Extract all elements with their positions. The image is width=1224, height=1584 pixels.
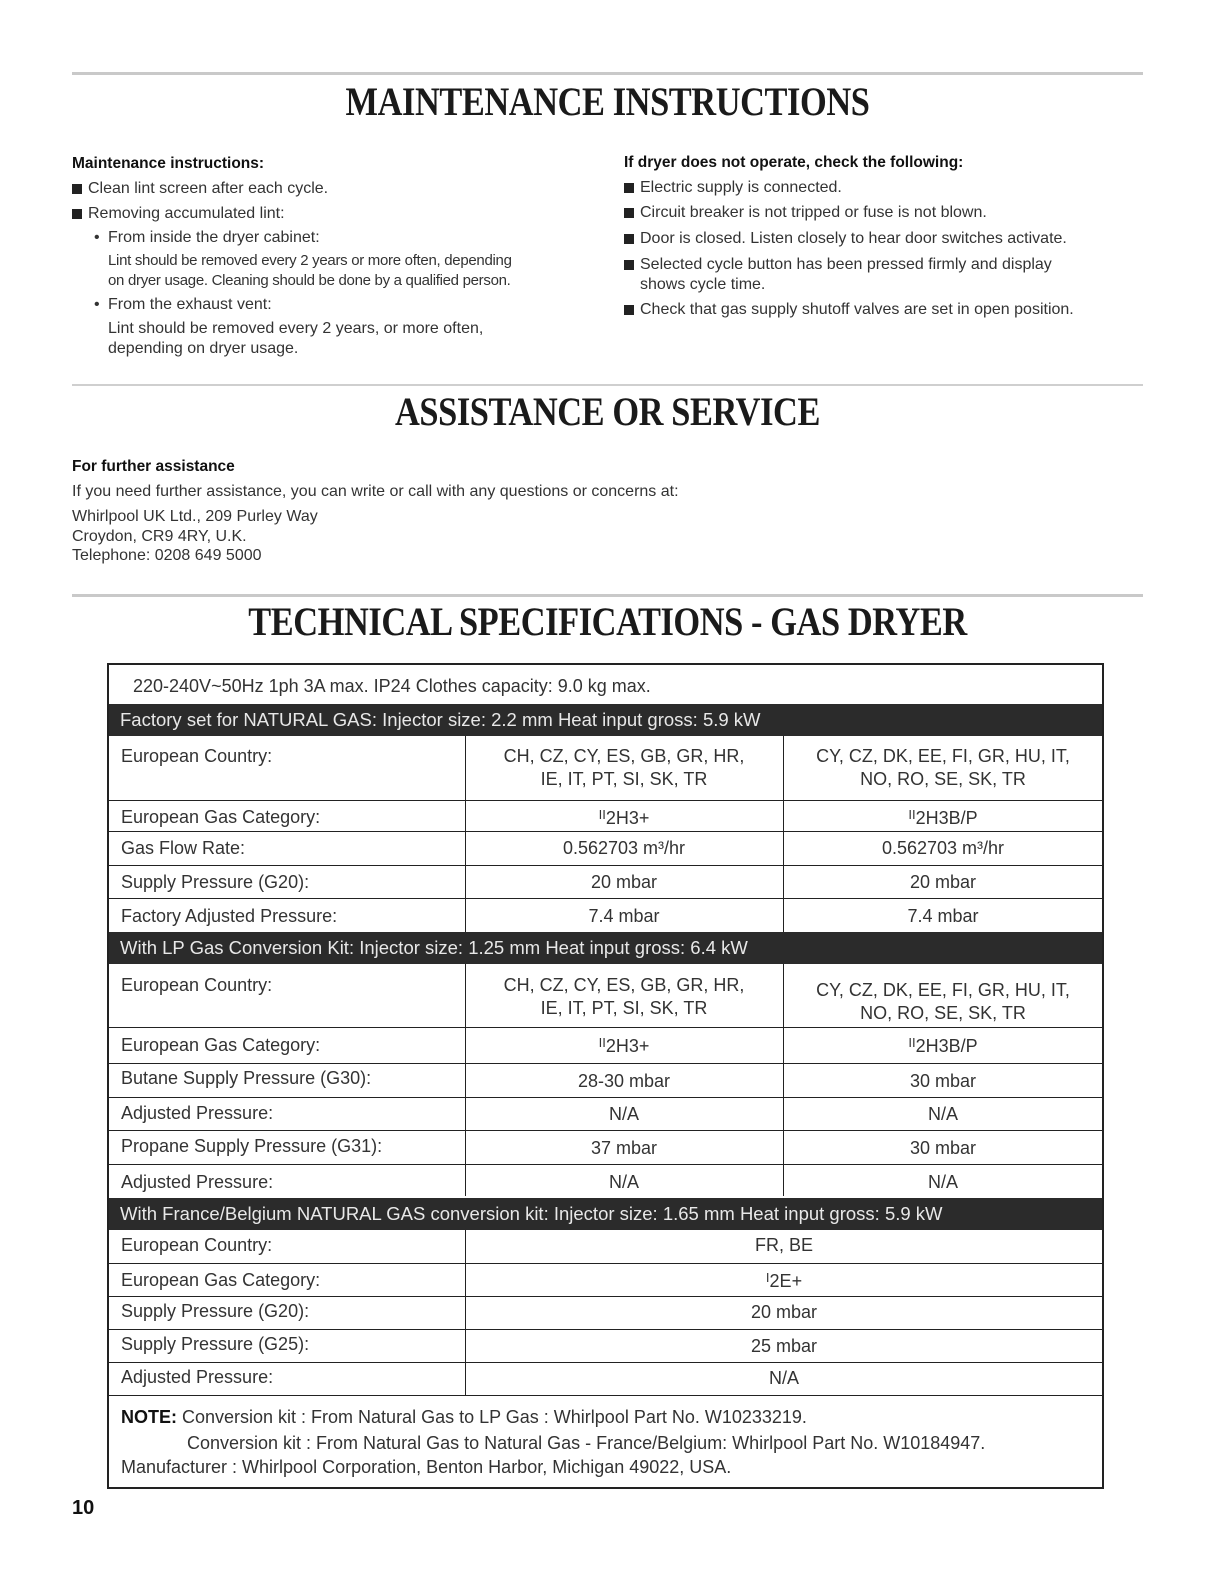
list-item: • From the exhaust vent: xyxy=(92,295,272,315)
note-line xyxy=(121,1405,807,1429)
table-cell: 7.4 mbar xyxy=(588,906,660,926)
divider xyxy=(109,1130,1102,1131)
divider xyxy=(109,1296,1102,1297)
row-label: European Country: xyxy=(121,1235,273,1255)
row-label: Factory Adjusted Pressure: xyxy=(121,906,338,926)
country-list: CH, CZ, CY, ES, GB, GR, HR, xyxy=(503,746,745,766)
paragraph: Lint should be removed every 2 years, or more often, xyxy=(108,320,484,337)
divider xyxy=(109,1395,1102,1396)
specs-title: TECHNICAL SPECIFICATIONS - GAS DRYER xyxy=(248,599,967,644)
spec-band-natural-gas: Factory set for NATURAL GAS: Injector size: 2.2 mm Heat input gross: 5.9 kW xyxy=(109,704,1102,736)
list-item: Check that gas supply shutoff valves are set in open position. xyxy=(624,300,1074,320)
country-list: IE, IT, PT, SI, SK, TR xyxy=(540,769,708,789)
address-line: Croydon, CR9 4RY, U.K. xyxy=(72,528,247,545)
country-list: CY, CZ, DK, EE, FI, GR, HU, IT, xyxy=(816,746,1070,766)
top-rule xyxy=(72,72,1143,75)
page-number: 10 xyxy=(72,1497,95,1519)
table-cell: N/A xyxy=(927,1104,958,1124)
divider xyxy=(109,1097,1102,1098)
list-item-continued: shows cycle time. xyxy=(640,276,766,293)
list-item: Clean lint screen after each cycle. xyxy=(72,179,328,199)
country-list: NO, RO, SE, SK, TR xyxy=(860,1003,1026,1023)
assistance-title: ASSISTANCE OR SERVICE xyxy=(394,389,820,434)
country-list: NO, RO, SE, SK, TR xyxy=(860,769,1026,789)
note-line: Manufacturer : Whirlpool Corporation, Benton Harbor, Michigan 49022, USA. xyxy=(121,1457,732,1477)
table-cell: 30 mbar xyxy=(909,1071,977,1091)
table-cell: 37 mbar xyxy=(590,1138,658,1158)
row-label: European Gas Category: xyxy=(121,1270,321,1290)
table-cell: 30 mbar xyxy=(909,1138,977,1158)
assistance-heading: For further assistance xyxy=(72,458,235,475)
divider xyxy=(109,898,1102,899)
assistance-intro: If you need further assistance, you can write or call with any questions or concerns at: xyxy=(72,483,679,500)
list-item: Removing accumulated lint: xyxy=(72,204,285,224)
divider xyxy=(109,1263,1102,1264)
list-item: Electric supply is connected. xyxy=(624,178,842,198)
gas-category xyxy=(465,802,783,826)
gas-category xyxy=(783,1030,1103,1054)
table-cell: 7.4 mbar xyxy=(907,906,979,926)
note-line: Conversion kit : From Natural Gas to Natural Gas - France/Belgium: Whirlpool Part No. W10184947. xyxy=(187,1433,986,1453)
row-label: Supply Pressure (G20): xyxy=(121,872,310,892)
table-cell: N/A xyxy=(768,1368,799,1388)
row-label: Gas Flow Rate: xyxy=(121,838,246,858)
gas-category-sub: 2H3B/P xyxy=(915,1036,978,1056)
table-cell: FR, BE xyxy=(754,1235,813,1255)
spec-band-france-belgium: With France/Belgium NATURAL GAS conversion kit: Injector size: 1.65 mm Heat input gross: 5.9 kW xyxy=(109,1198,1102,1230)
gas-category xyxy=(465,1030,783,1054)
list-item: Selected cycle button has been pressed firmly and display xyxy=(624,255,1052,275)
table-cell: N/A xyxy=(927,1172,958,1192)
row-label: Adjusted Pressure: xyxy=(121,1172,274,1192)
table-cell xyxy=(783,979,1103,1025)
gas-category-sub: 2H3+ xyxy=(605,808,650,828)
gas-category-main: II xyxy=(598,1035,606,1050)
gas-category-sub: 2E+ xyxy=(769,1271,803,1291)
section-rule xyxy=(72,594,1143,597)
divider xyxy=(109,865,1102,866)
note-text: Conversion kit : From Natural Gas to LP Gas : Whirlpool Part No. W10233219. xyxy=(177,1407,807,1427)
row-label: Supply Pressure (G25): xyxy=(121,1334,310,1354)
gas-category xyxy=(783,802,1103,826)
divider xyxy=(109,1063,1102,1064)
list-item: • From inside the dryer cabinet: xyxy=(92,228,320,248)
table-cell: N/A xyxy=(608,1172,639,1192)
paragraph: depending on dryer usage. xyxy=(108,340,299,357)
note-label: NOTE: xyxy=(121,1407,177,1427)
list-item: Circuit breaker is not tripped or fuse is not blown. xyxy=(624,203,987,223)
row-label: Butane Supply Pressure (G30): xyxy=(121,1068,372,1088)
country-list: CY, CZ, DK, EE, FI, GR, HU, IT, xyxy=(816,980,1070,1000)
country-list: IE, IT, PT, SI, SK, TR xyxy=(540,998,708,1018)
address-line: Whirlpool UK Ltd., 209 Purley Way xyxy=(72,508,318,525)
table-cell xyxy=(783,745,1103,791)
gas-category-sub: 2H3B/P xyxy=(915,808,978,828)
table-cell: 20 mbar xyxy=(590,872,658,892)
table-cell xyxy=(465,974,783,1020)
spec-band-lp-gas: With LP Gas Conversion Kit: Injector size: 1.25 mm Heat input gross: 6.4 kW xyxy=(109,932,1102,964)
row-label: European Gas Category: xyxy=(121,1035,321,1055)
divider xyxy=(109,1027,1102,1028)
paragraph: Lint should be removed every 2 years or more often, depending xyxy=(108,252,512,269)
table-cell: 25 mbar xyxy=(750,1336,818,1356)
gas-category xyxy=(465,1265,1103,1289)
row-label: Adjusted Pressure: xyxy=(121,1103,274,1123)
divider xyxy=(109,1164,1102,1165)
table-cell: 28-30 mbar xyxy=(577,1071,671,1091)
divider xyxy=(109,1329,1102,1330)
section-rule xyxy=(72,384,1143,386)
paragraph: on dryer usage. Cleaning should be done by a qualified person. xyxy=(108,272,511,289)
table-cell xyxy=(465,745,783,791)
divider xyxy=(109,831,1102,832)
list-item: Door is closed. Listen closely to hear door switches activate. xyxy=(624,229,1067,249)
row-label: Adjusted Pressure: xyxy=(121,1367,274,1387)
table-cell: 0.562703 m³/hr xyxy=(881,838,1005,858)
row-label: European Gas Category: xyxy=(121,807,321,827)
row-label: Propane Supply Pressure (G31): xyxy=(121,1136,383,1156)
gas-category-main: II xyxy=(908,807,916,822)
maintenance-heading: Maintenance instructions: xyxy=(72,155,265,172)
troubleshoot-heading: If dryer does not operate, check the following: xyxy=(624,154,964,171)
table-cell: 20 mbar xyxy=(750,1302,818,1322)
country-list: CH, CZ, CY, ES, GB, GR, HR, xyxy=(503,975,745,995)
table-cell: 0.562703 m³/hr xyxy=(562,838,686,858)
spec-summary: 220-240V~50Hz 1ph 3A max. IP24 Clothes capacity: 9.0 kg max. xyxy=(133,676,651,696)
divider xyxy=(109,800,1102,801)
row-label: European Country: xyxy=(121,746,273,766)
phone-number: Telephone: 0208 649 5000 xyxy=(72,547,262,564)
gas-category-main: II xyxy=(598,807,606,822)
gas-category-sub: 2H3+ xyxy=(605,1036,650,1056)
row-label: European Country: xyxy=(121,975,273,995)
maintenance-title: MAINTENANCE INSTRUCTIONS xyxy=(345,79,870,124)
table-cell: 20 mbar xyxy=(909,872,977,892)
divider xyxy=(109,1362,1102,1363)
gas-category-main: II xyxy=(908,1035,916,1050)
gas-category-main: I xyxy=(765,1270,770,1285)
row-label: Supply Pressure (G20): xyxy=(121,1301,310,1321)
table-cell: N/A xyxy=(608,1104,639,1124)
spec-table xyxy=(107,663,1104,1489)
